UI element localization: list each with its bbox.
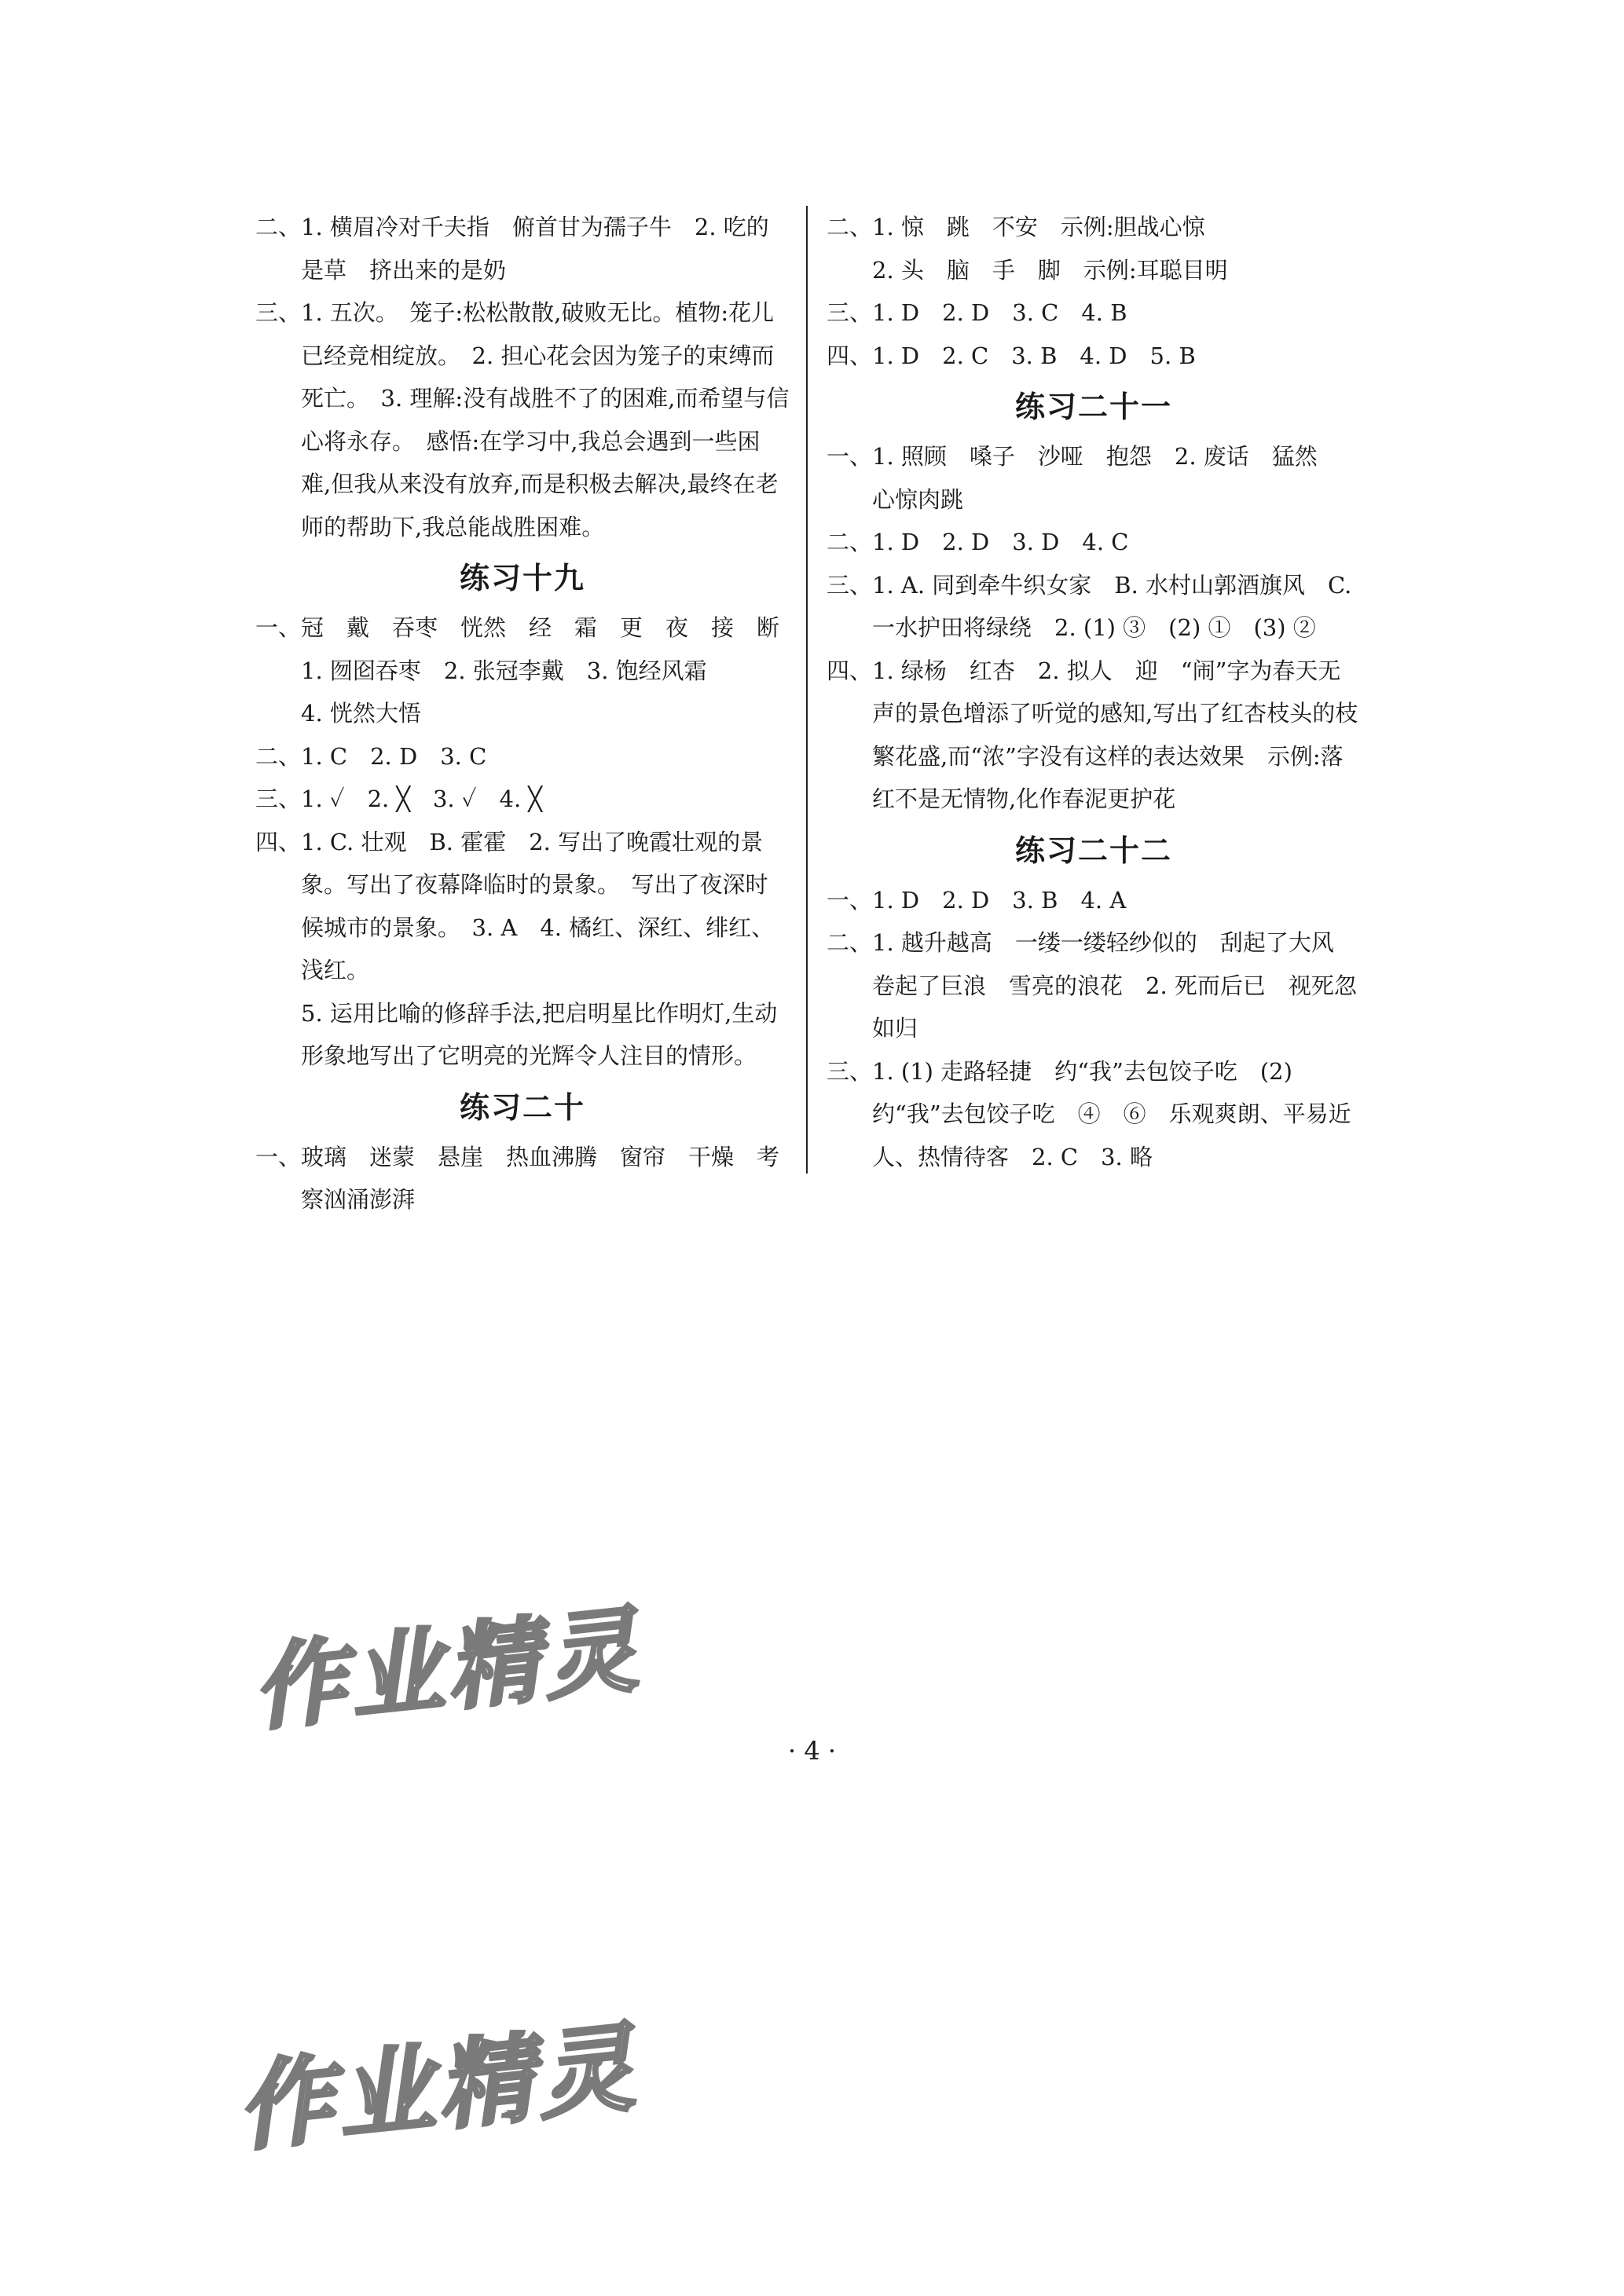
answer-item: 一、1. D 2. D 3. B 4. A — [827, 886, 1127, 914]
watermark-logo: 作业精灵 — [247, 1595, 647, 1744]
answer-subline: 2. 头 脑 手 脚 示例:耳聪目明 — [872, 256, 1228, 284]
answer-item: 四、1. 绿杨 红杏 2. 拟人 迎 “闹”字为春天无声的景色增添了听觉的感知,写出了红杏枝头的枝繁花盛,而“浓”字没有这样的表达效果 示例:落红不是无情物,化作春泥更护花 — [827, 657, 1358, 812]
answer-subline: 5. 运用比喻的修辞手法,把启明星比作明灯,生动形象地写出了它明亮的光辉令人注目的情形。 — [301, 999, 778, 1069]
answer-item: 一、1. 照顾 嗓子 沙哑 抱怨 2. 废话 猛然 心惊肉跳 — [827, 443, 1340, 513]
answer-item: 二、1. 惊 跳 不安 示例:胆战心惊 — [827, 214, 1205, 240]
page-number: · 4 · — [787, 1736, 837, 1766]
answer-item: 一、玻璃 迷蒙 悬崖 热血沸腾 窗帘 干燥 考察汹涌澎湃 — [255, 1143, 780, 1213]
answer-item: 一、冠 戴 吞枣 恍然 经 霜 更 夜 接 断 — [255, 614, 780, 641]
left-column — [255, 206, 790, 1221]
answer-item: 三、1. (1) 走路轻捷 约“我”去包饺子吃 (2) 约“我”去包饺子吃 ④ ⑥ 乐观爽朗、平易近人、热情待客 2. C 3. 略 — [827, 1057, 1351, 1170]
answer-item: 二、1. D 2. D 3. D 4. C — [827, 529, 1129, 555]
answer-item: 三、1. 五次。 笼子:松松散散,破败无比。植物:花儿已经竞相绽放。 2. 担心花会因为笼子的束缚而死亡。 3. 理解:没有战胜不了的困难,而希望与信心将永存。 感悟:在学习中,我总会遇到一些困难,但我从来没有放弃,而是积极去解决,最终在老师的帮助下,我总能战胜困难。 — [255, 299, 790, 540]
section-heading: 练习二十 — [459, 1089, 585, 1125]
answer-item: 三、1. A. 同到牵牛织女家 B. 水村山郭酒旗风 C. 一水护田将绿绕 2. (1) ③ (2) ① (3) ② — [827, 571, 1352, 641]
answer-item: 二、1. 越升越高 一缕一缕轻纱似的 刮起了大风 卷起了巨浪 雪亮的浪花 2. 死而后已 视死忽如归 — [827, 929, 1357, 1042]
section-heading: 练习十九 — [459, 561, 585, 595]
answer-subline: 1. 囫囵吞枣 2. 张冠李戴 3. 饱经风霜 — [301, 657, 707, 684]
answer-item: 三、1. D 2. D 3. C 4. B — [827, 299, 1127, 326]
section-heading: 练习二十一 — [1014, 390, 1172, 424]
column-divider — [806, 206, 808, 1174]
watermark-logo: 作业精灵 — [232, 2011, 644, 2165]
section-heading: 练习二十二 — [1014, 833, 1172, 868]
answer-item: 二、1. C 2. D 3. C — [255, 742, 487, 770]
answer-item: 三、1. ✓ 2. ╳ 3. ✓ 4. ╳ — [255, 785, 542, 812]
answer-item: 四、1. C. 壮观 B. 霍霍 2. 写出了晚霞壮观的景象。写出了夜幕降临时的景象。 写出了夜深时候城市的景象。 3. A 4. 橘红、深红、绯红、浅红。 — [255, 828, 775, 983]
right-column — [827, 206, 1361, 1178]
answer-subline: 4. 恍然大悟 — [301, 700, 421, 727]
answer-item: 四、1. D 2. C 3. B 4. D 5. B — [827, 342, 1196, 369]
answer-item: 二、1. 横眉冷对千夫指 俯首甘为孺子牛 2. 吃的是草 挤出来的是奶 — [255, 214, 769, 284]
